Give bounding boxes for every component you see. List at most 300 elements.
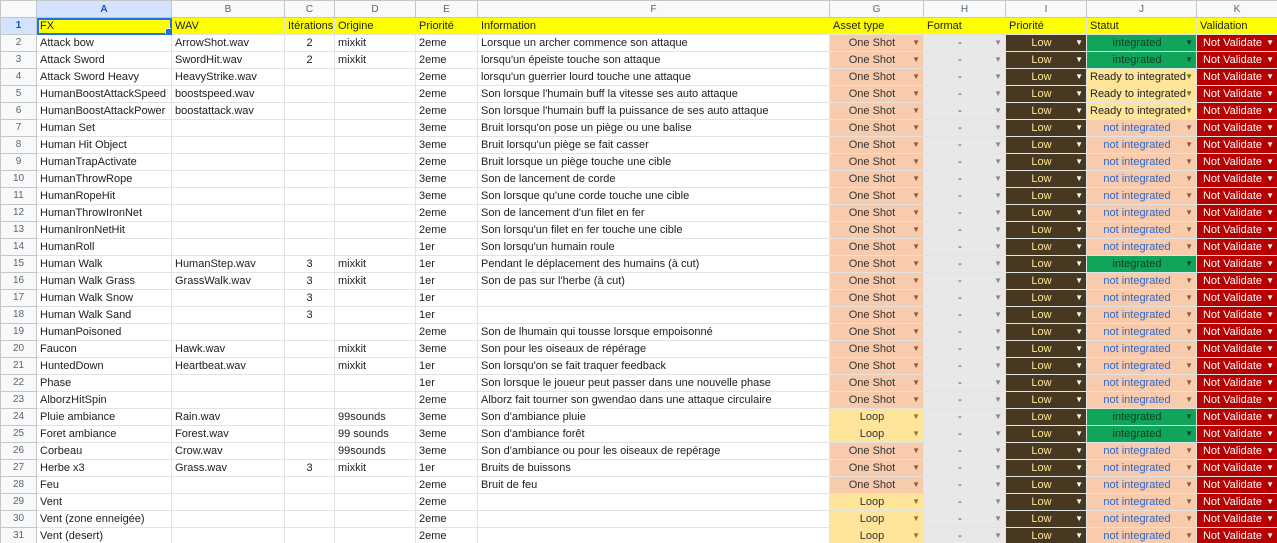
fx-cell[interactable] (37, 222, 172, 239)
dropdown-arrow-icon[interactable]: ▼ (1075, 395, 1083, 404)
priority-dropdown[interactable] (1006, 511, 1087, 528)
dropdown-arrow-icon[interactable]: ▼ (1075, 480, 1083, 489)
validation-dropdown[interactable] (1197, 341, 1277, 358)
fx-cell[interactable] (37, 290, 172, 307)
fx-cell[interactable] (37, 409, 172, 426)
format-dropdown[interactable] (924, 460, 1006, 477)
priorite-cell[interactable] (416, 358, 478, 375)
cell-a1[interactable]: FX (37, 18, 172, 35)
asset-type-dropdown[interactable] (830, 511, 924, 528)
dropdown-arrow-icon[interactable]: ▼ (1075, 242, 1083, 251)
statut-dropdown[interactable] (1087, 205, 1197, 222)
cell-j1[interactable]: Statut (1087, 18, 1197, 35)
origine-cell[interactable] (335, 494, 416, 511)
iterations-cell[interactable] (285, 86, 335, 103)
dropdown-arrow-icon[interactable]: ▼ (1075, 514, 1083, 523)
dropdown-arrow-icon[interactable]: ▼ (912, 293, 920, 302)
column-header-h[interactable]: H (924, 1, 1006, 18)
priorite-cell[interactable] (416, 392, 478, 409)
asset-type-dropdown[interactable] (830, 137, 924, 154)
format-dropdown[interactable] (924, 69, 1006, 86)
row-number[interactable]: 16 (1, 273, 37, 290)
statut-dropdown[interactable] (1087, 528, 1197, 543)
validation-dropdown[interactable] (1197, 494, 1277, 511)
validation-dropdown[interactable] (1197, 222, 1277, 239)
dropdown-arrow-icon[interactable]: ▼ (1185, 293, 1193, 302)
dropdown-arrow-icon[interactable]: ▼ (1185, 140, 1193, 149)
dropdown-arrow-icon[interactable]: ▼ (994, 89, 1002, 98)
wav-cell[interactable] (172, 35, 285, 52)
dropdown-arrow-icon[interactable]: ▼ (1185, 106, 1193, 115)
validation-dropdown[interactable] (1197, 86, 1277, 103)
dropdown-arrow-icon[interactable]: ▼ (994, 191, 1002, 200)
dropdown-arrow-icon[interactable]: ▼ (1266, 106, 1274, 115)
format-dropdown[interactable] (924, 511, 1006, 528)
asset-type-dropdown[interactable] (830, 307, 924, 324)
dropdown-arrow-icon[interactable]: ▼ (912, 361, 920, 370)
statut-dropdown[interactable] (1087, 324, 1197, 341)
format-dropdown[interactable] (924, 171, 1006, 188)
dropdown-arrow-icon[interactable]: ▼ (994, 259, 1002, 268)
statut-dropdown[interactable] (1087, 358, 1197, 375)
row-number[interactable]: 1 (1, 18, 37, 35)
priorite-cell[interactable] (416, 120, 478, 137)
priorite-cell[interactable] (416, 35, 478, 52)
dropdown-arrow-icon[interactable]: ▼ (1266, 208, 1274, 217)
row-number[interactable]: 23 (1, 392, 37, 409)
dropdown-arrow-icon[interactable]: ▼ (912, 531, 920, 540)
wav-cell[interactable] (172, 511, 285, 528)
dropdown-arrow-icon[interactable]: ▼ (1185, 446, 1193, 455)
asset-type-dropdown[interactable] (830, 341, 924, 358)
wav-cell[interactable] (172, 375, 285, 392)
dropdown-arrow-icon[interactable]: ▼ (1185, 344, 1193, 353)
dropdown-arrow-icon[interactable]: ▼ (1185, 55, 1193, 64)
column-header-e[interactable]: E (416, 1, 478, 18)
dropdown-arrow-icon[interactable]: ▼ (1266, 514, 1274, 523)
dropdown-arrow-icon[interactable]: ▼ (994, 242, 1002, 251)
priorite-cell[interactable] (416, 205, 478, 222)
format-dropdown[interactable] (924, 103, 1006, 120)
information-cell[interactable] (478, 375, 830, 392)
dropdown-arrow-icon[interactable]: ▼ (1185, 361, 1193, 370)
priority-dropdown[interactable] (1006, 375, 1087, 392)
dropdown-arrow-icon[interactable]: ▼ (1075, 497, 1083, 506)
fx-cell[interactable] (37, 120, 172, 137)
iterations-cell[interactable] (285, 341, 335, 358)
dropdown-arrow-icon[interactable]: ▼ (994, 140, 1002, 149)
wav-cell[interactable] (172, 239, 285, 256)
origine-cell[interactable] (335, 103, 416, 120)
origine-cell[interactable] (335, 239, 416, 256)
dropdown-arrow-icon[interactable]: ▼ (994, 497, 1002, 506)
fx-cell[interactable] (37, 137, 172, 154)
iterations-cell[interactable] (285, 239, 335, 256)
priority-dropdown[interactable] (1006, 120, 1087, 137)
format-dropdown[interactable] (924, 528, 1006, 543)
iterations-cell[interactable] (285, 171, 335, 188)
information-cell[interactable] (478, 205, 830, 222)
dropdown-arrow-icon[interactable]: ▼ (1075, 531, 1083, 540)
origine-cell[interactable] (335, 35, 416, 52)
priorite-cell[interactable] (416, 69, 478, 86)
wav-cell[interactable] (172, 290, 285, 307)
dropdown-arrow-icon[interactable]: ▼ (994, 106, 1002, 115)
validation-dropdown[interactable] (1197, 239, 1277, 256)
dropdown-arrow-icon[interactable]: ▼ (1185, 480, 1193, 489)
format-dropdown[interactable] (924, 222, 1006, 239)
validation-dropdown[interactable] (1197, 171, 1277, 188)
dropdown-arrow-icon[interactable]: ▼ (912, 140, 920, 149)
statut-dropdown[interactable] (1087, 188, 1197, 205)
column-header-a[interactable]: A (37, 1, 172, 18)
dropdown-arrow-icon[interactable]: ▼ (912, 395, 920, 404)
fx-cell[interactable] (37, 35, 172, 52)
iterations-cell[interactable] (285, 256, 335, 273)
asset-type-dropdown[interactable] (830, 171, 924, 188)
information-cell[interactable] (478, 307, 830, 324)
dropdown-arrow-icon[interactable]: ▼ (1266, 395, 1274, 404)
priority-dropdown[interactable] (1006, 86, 1087, 103)
origine-cell[interactable] (335, 52, 416, 69)
origine-cell[interactable] (335, 137, 416, 154)
format-dropdown[interactable] (924, 494, 1006, 511)
row-number[interactable]: 21 (1, 358, 37, 375)
origine-cell[interactable] (335, 426, 416, 443)
row-number[interactable]: 19 (1, 324, 37, 341)
column-header-b[interactable]: B (172, 1, 285, 18)
origine-cell[interactable] (335, 171, 416, 188)
statut-dropdown[interactable] (1087, 494, 1197, 511)
row-number[interactable]: 26 (1, 443, 37, 460)
priority-dropdown[interactable] (1006, 154, 1087, 171)
priority-dropdown[interactable] (1006, 528, 1087, 543)
asset-type-dropdown[interactable] (830, 460, 924, 477)
row-number[interactable]: 28 (1, 477, 37, 494)
iterations-cell[interactable] (285, 358, 335, 375)
dropdown-arrow-icon[interactable]: ▼ (1266, 174, 1274, 183)
cell-h1[interactable]: Format (924, 18, 1006, 35)
column-header-j[interactable]: J (1087, 1, 1197, 18)
origine-cell[interactable] (335, 290, 416, 307)
information-cell[interactable] (478, 341, 830, 358)
dropdown-arrow-icon[interactable]: ▼ (1266, 531, 1274, 540)
wav-cell[interactable] (172, 426, 285, 443)
format-dropdown[interactable] (924, 273, 1006, 290)
column-header-d[interactable]: D (335, 1, 416, 18)
fx-cell[interactable] (37, 494, 172, 511)
information-cell[interactable] (478, 273, 830, 290)
wav-cell[interactable] (172, 69, 285, 86)
origine-cell[interactable] (335, 205, 416, 222)
validation-dropdown[interactable] (1197, 290, 1277, 307)
origine-cell[interactable] (335, 86, 416, 103)
priorite-cell[interactable] (416, 511, 478, 528)
information-cell[interactable] (478, 154, 830, 171)
dropdown-arrow-icon[interactable]: ▼ (1075, 446, 1083, 455)
cell-f1[interactable]: Information (478, 18, 830, 35)
fx-cell[interactable] (37, 154, 172, 171)
asset-type-dropdown[interactable] (830, 52, 924, 69)
priorite-cell[interactable] (416, 460, 478, 477)
dropdown-arrow-icon[interactable]: ▼ (994, 412, 1002, 421)
information-cell[interactable] (478, 409, 830, 426)
origine-cell[interactable] (335, 341, 416, 358)
priorite-cell[interactable] (416, 341, 478, 358)
validation-dropdown[interactable] (1197, 443, 1277, 460)
column-header-g[interactable]: G (830, 1, 924, 18)
format-dropdown[interactable] (924, 409, 1006, 426)
format-dropdown[interactable] (924, 477, 1006, 494)
priority-dropdown[interactable] (1006, 341, 1087, 358)
information-cell[interactable] (478, 511, 830, 528)
statut-dropdown[interactable] (1087, 52, 1197, 69)
dropdown-arrow-icon[interactable]: ▼ (1266, 276, 1274, 285)
format-dropdown[interactable] (924, 392, 1006, 409)
row-number[interactable]: 27 (1, 460, 37, 477)
iterations-cell[interactable] (285, 375, 335, 392)
iterations-cell[interactable] (285, 154, 335, 171)
dropdown-arrow-icon[interactable]: ▼ (1266, 429, 1274, 438)
row-number[interactable]: 3 (1, 52, 37, 69)
iterations-cell[interactable] (285, 222, 335, 239)
asset-type-dropdown[interactable] (830, 477, 924, 494)
dropdown-arrow-icon[interactable]: ▼ (912, 259, 920, 268)
statut-dropdown[interactable] (1087, 137, 1197, 154)
validation-dropdown[interactable] (1197, 307, 1277, 324)
dropdown-arrow-icon[interactable]: ▼ (994, 208, 1002, 217)
dropdown-arrow-icon[interactable]: ▼ (1075, 191, 1083, 200)
priority-dropdown[interactable] (1006, 273, 1087, 290)
information-cell[interactable] (478, 52, 830, 69)
information-cell[interactable] (478, 86, 830, 103)
information-cell[interactable] (478, 494, 830, 511)
fx-cell[interactable] (37, 477, 172, 494)
dropdown-arrow-icon[interactable]: ▼ (1266, 497, 1274, 506)
dropdown-arrow-icon[interactable]: ▼ (1266, 89, 1274, 98)
wav-cell[interactable] (172, 154, 285, 171)
asset-type-dropdown[interactable] (830, 324, 924, 341)
cell-k1[interactable]: Validation (1197, 18, 1277, 35)
dropdown-arrow-icon[interactable]: ▼ (994, 361, 1002, 370)
priorite-cell[interactable] (416, 290, 478, 307)
priority-dropdown[interactable] (1006, 426, 1087, 443)
wav-cell[interactable] (172, 273, 285, 290)
dropdown-arrow-icon[interactable]: ▼ (994, 480, 1002, 489)
iterations-cell[interactable] (285, 307, 335, 324)
dropdown-arrow-icon[interactable]: ▼ (1075, 412, 1083, 421)
dropdown-arrow-icon[interactable]: ▼ (1266, 123, 1274, 132)
row-number[interactable]: 22 (1, 375, 37, 392)
dropdown-arrow-icon[interactable]: ▼ (1185, 497, 1193, 506)
wav-cell[interactable] (172, 188, 285, 205)
dropdown-arrow-icon[interactable]: ▼ (1185, 429, 1193, 438)
statut-dropdown[interactable] (1087, 239, 1197, 256)
fx-cell[interactable] (37, 358, 172, 375)
fx-cell[interactable] (37, 324, 172, 341)
asset-type-dropdown[interactable] (830, 358, 924, 375)
asset-type-dropdown[interactable] (830, 290, 924, 307)
priorite-cell[interactable] (416, 86, 478, 103)
dropdown-arrow-icon[interactable]: ▼ (912, 310, 920, 319)
priority-dropdown[interactable] (1006, 188, 1087, 205)
iterations-cell[interactable] (285, 426, 335, 443)
dropdown-arrow-icon[interactable]: ▼ (912, 38, 920, 47)
fx-cell[interactable] (37, 188, 172, 205)
select-all-corner[interactable] (1, 1, 37, 18)
wav-cell[interactable] (172, 324, 285, 341)
dropdown-arrow-icon[interactable]: ▼ (1266, 191, 1274, 200)
priorite-cell[interactable] (416, 324, 478, 341)
statut-dropdown[interactable] (1087, 35, 1197, 52)
wav-cell[interactable] (172, 137, 285, 154)
asset-type-dropdown[interactable] (830, 409, 924, 426)
statut-dropdown[interactable] (1087, 511, 1197, 528)
row-number[interactable]: 20 (1, 341, 37, 358)
wav-cell[interactable] (172, 171, 285, 188)
fx-cell[interactable] (37, 511, 172, 528)
priorite-cell[interactable] (416, 443, 478, 460)
priorite-cell[interactable] (416, 273, 478, 290)
dropdown-arrow-icon[interactable]: ▼ (994, 174, 1002, 183)
dropdown-arrow-icon[interactable]: ▼ (1075, 429, 1083, 438)
iterations-cell[interactable] (285, 188, 335, 205)
iterations-cell[interactable] (285, 460, 335, 477)
dropdown-arrow-icon[interactable]: ▼ (994, 55, 1002, 64)
asset-type-dropdown[interactable] (830, 103, 924, 120)
priorite-cell[interactable] (416, 103, 478, 120)
fx-cell[interactable] (37, 256, 172, 273)
dropdown-arrow-icon[interactable]: ▼ (912, 514, 920, 523)
cell-b1[interactable]: WAV (172, 18, 285, 35)
cell-d1[interactable]: Origine (335, 18, 416, 35)
fx-cell[interactable] (37, 528, 172, 543)
wav-cell[interactable] (172, 477, 285, 494)
origine-cell[interactable] (335, 511, 416, 528)
validation-dropdown[interactable] (1197, 375, 1277, 392)
asset-type-dropdown[interactable] (830, 375, 924, 392)
priorite-cell[interactable] (416, 154, 478, 171)
dropdown-arrow-icon[interactable]: ▼ (1075, 225, 1083, 234)
origine-cell[interactable] (335, 273, 416, 290)
information-cell[interactable] (478, 443, 830, 460)
priorite-cell[interactable] (416, 222, 478, 239)
iterations-cell[interactable] (285, 120, 335, 137)
statut-dropdown[interactable] (1087, 341, 1197, 358)
dropdown-arrow-icon[interactable]: ▼ (1266, 446, 1274, 455)
dropdown-arrow-icon[interactable]: ▼ (912, 446, 920, 455)
validation-dropdown[interactable] (1197, 511, 1277, 528)
asset-type-dropdown[interactable] (830, 239, 924, 256)
information-cell[interactable] (478, 324, 830, 341)
row-number[interactable]: 30 (1, 511, 37, 528)
dropdown-arrow-icon[interactable]: ▼ (1266, 327, 1274, 336)
iterations-cell[interactable] (285, 494, 335, 511)
validation-dropdown[interactable] (1197, 477, 1277, 494)
priority-dropdown[interactable] (1006, 52, 1087, 69)
validation-dropdown[interactable] (1197, 120, 1277, 137)
dropdown-arrow-icon[interactable]: ▼ (1185, 327, 1193, 336)
priority-dropdown[interactable] (1006, 239, 1087, 256)
dropdown-arrow-icon[interactable]: ▼ (994, 344, 1002, 353)
dropdown-arrow-icon[interactable]: ▼ (994, 327, 1002, 336)
format-dropdown[interactable] (924, 358, 1006, 375)
dropdown-arrow-icon[interactable]: ▼ (1185, 157, 1193, 166)
priorite-cell[interactable] (416, 256, 478, 273)
information-cell[interactable] (478, 528, 830, 543)
origine-cell[interactable] (335, 188, 416, 205)
column-header-i[interactable]: I (1006, 1, 1087, 18)
dropdown-arrow-icon[interactable]: ▼ (1185, 259, 1193, 268)
wav-cell[interactable] (172, 120, 285, 137)
information-cell[interactable] (478, 460, 830, 477)
fx-cell[interactable] (37, 171, 172, 188)
asset-type-dropdown[interactable] (830, 86, 924, 103)
fx-cell[interactable] (37, 443, 172, 460)
origine-cell[interactable] (335, 120, 416, 137)
cell-i1[interactable]: Priorité (1006, 18, 1087, 35)
dropdown-arrow-icon[interactable]: ▼ (912, 191, 920, 200)
statut-dropdown[interactable] (1087, 392, 1197, 409)
format-dropdown[interactable] (924, 35, 1006, 52)
wav-cell[interactable] (172, 392, 285, 409)
statut-dropdown[interactable] (1087, 86, 1197, 103)
format-dropdown[interactable] (924, 341, 1006, 358)
priorite-cell[interactable] (416, 477, 478, 494)
priorite-cell[interactable] (416, 426, 478, 443)
asset-type-dropdown[interactable] (830, 273, 924, 290)
format-dropdown[interactable] (924, 86, 1006, 103)
row-number[interactable]: 24 (1, 409, 37, 426)
origine-cell[interactable] (335, 324, 416, 341)
iterations-cell[interactable] (285, 273, 335, 290)
wav-cell[interactable] (172, 341, 285, 358)
fx-cell[interactable] (37, 426, 172, 443)
dropdown-arrow-icon[interactable]: ▼ (1075, 208, 1083, 217)
dropdown-arrow-icon[interactable]: ▼ (912, 497, 920, 506)
dropdown-arrow-icon[interactable]: ▼ (1075, 89, 1083, 98)
asset-type-dropdown[interactable] (830, 392, 924, 409)
dropdown-arrow-icon[interactable]: ▼ (1185, 395, 1193, 404)
dropdown-arrow-icon[interactable]: ▼ (1075, 140, 1083, 149)
priority-dropdown[interactable] (1006, 290, 1087, 307)
fx-cell[interactable] (37, 103, 172, 120)
iterations-cell[interactable] (285, 392, 335, 409)
statut-dropdown[interactable] (1087, 409, 1197, 426)
row-number[interactable]: 4 (1, 69, 37, 86)
fill-handle[interactable] (165, 28, 172, 35)
validation-dropdown[interactable] (1197, 137, 1277, 154)
dropdown-arrow-icon[interactable]: ▼ (1185, 208, 1193, 217)
priorite-cell[interactable] (416, 528, 478, 543)
priorite-cell[interactable] (416, 52, 478, 69)
dropdown-arrow-icon[interactable]: ▼ (1185, 242, 1193, 251)
dropdown-arrow-icon[interactable]: ▼ (1185, 276, 1193, 285)
statut-dropdown[interactable] (1087, 171, 1197, 188)
iterations-cell[interactable] (285, 443, 335, 460)
dropdown-arrow-icon[interactable]: ▼ (1266, 293, 1274, 302)
asset-type-dropdown[interactable] (830, 256, 924, 273)
format-dropdown[interactable] (924, 256, 1006, 273)
validation-dropdown[interactable] (1197, 154, 1277, 171)
dropdown-arrow-icon[interactable]: ▼ (1075, 123, 1083, 132)
information-cell[interactable] (478, 426, 830, 443)
priorite-cell[interactable] (416, 494, 478, 511)
fx-cell[interactable] (37, 460, 172, 477)
dropdown-arrow-icon[interactable]: ▼ (1185, 463, 1193, 472)
dropdown-arrow-icon[interactable]: ▼ (912, 208, 920, 217)
fx-cell[interactable] (37, 239, 172, 256)
